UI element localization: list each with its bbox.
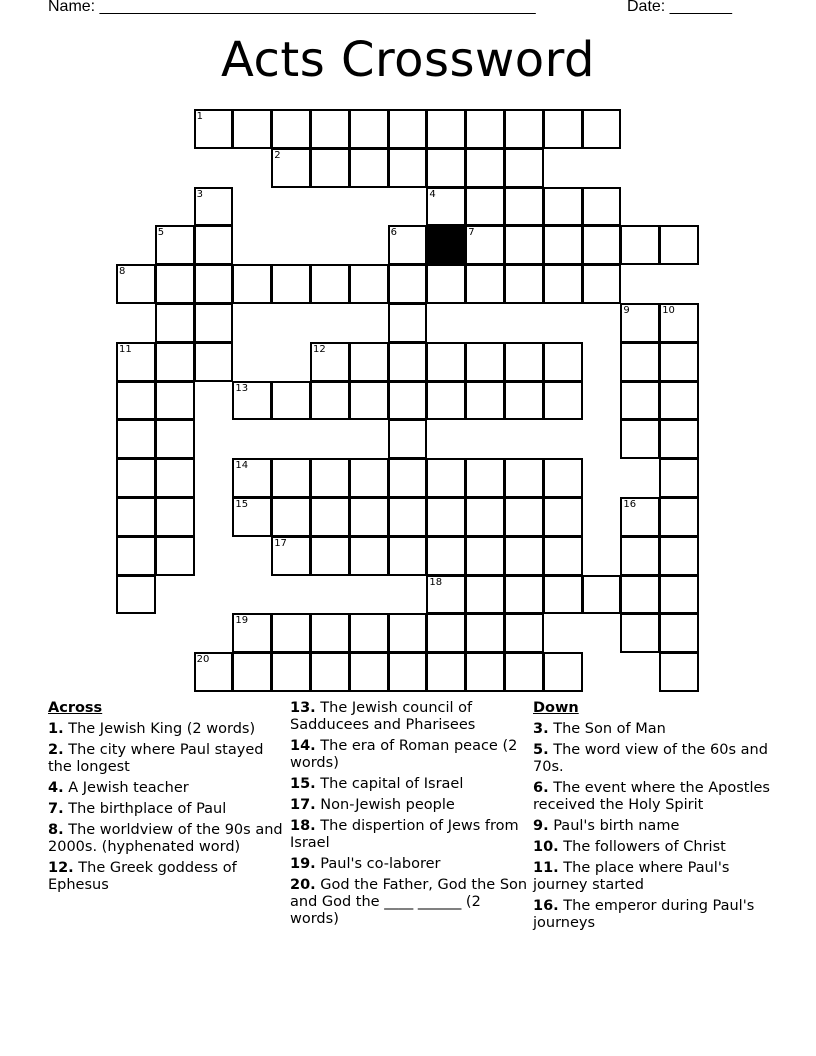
name-field[interactable] [48,0,536,16]
grid-cell[interactable] [543,575,583,615]
grid-cell[interactable] [116,342,156,382]
grid-cell[interactable] [232,381,272,421]
grid-cell[interactable] [426,536,466,576]
grid-cell[interactable] [388,536,428,576]
date-label: Date: [627,0,666,15]
grid-cell[interactable] [659,342,699,382]
across-clues-column-1 [48,700,283,898]
grid-cell[interactable] [504,652,544,692]
clue-number: 17 [274,537,287,549]
grid-cell[interactable] [426,342,466,382]
grid-cell[interactable] [310,264,350,304]
grid-cell[interactable] [310,109,350,149]
grid-cell[interactable] [504,225,544,265]
clue-across-2: 2. The city where Paul stayed the longest [48,742,264,775]
grid-cell[interactable] [465,575,505,615]
grid-cell[interactable] [465,613,505,653]
grid-cell[interactable] [310,497,350,537]
clue-number: 6 [390,227,397,239]
grid-cell[interactable] [465,225,505,265]
black-square [426,225,466,265]
grid-cell[interactable] [116,536,156,576]
grid-cell[interactable] [194,303,234,343]
grid-cell[interactable] [232,109,272,149]
clue-across-17: 17. Non-Jewish people [290,797,455,813]
clue-across-7: 7. The birthplace of Paul [48,801,227,817]
grid-cell[interactable] [620,225,660,265]
grid-cell[interactable] [388,381,428,421]
grid-cell[interactable] [310,458,350,498]
grid-cell[interactable] [116,264,156,304]
across-clues-column-2 [290,700,530,932]
grid-cell[interactable] [388,419,428,459]
grid-cell[interactable] [349,613,389,653]
grid-cell[interactable] [543,109,583,149]
clue-number: 14 [235,460,249,472]
down-heading: Down [533,700,579,716]
grid-cell[interactable] [426,109,466,149]
grid-cell[interactable] [426,458,466,498]
name-label: Name: [48,0,96,15]
grid-cell[interactable] [426,575,466,615]
grid-cell[interactable] [388,342,428,382]
grid-cell[interactable] [388,613,428,653]
grid-cell[interactable] [271,148,311,188]
clue-down-16: 16. The emperor during Paul's journeys [533,898,755,931]
clue-across-15: 15. The capital of Israel [290,776,464,792]
grid-cell[interactable] [582,575,622,615]
clue-across-1: 1. The Jewish King (2 words) [48,721,256,737]
grid-cell[interactable] [116,381,156,421]
grid-cell[interactable] [426,613,466,653]
grid-cell[interactable] [659,536,699,576]
grid-cell[interactable] [543,342,583,382]
grid-cell[interactable] [388,303,428,343]
grid-cell[interactable] [155,342,195,382]
clue-across-4: 4. A Jewish teacher [48,780,189,796]
grid-cell[interactable] [349,458,389,498]
grid-cell[interactable] [620,536,660,576]
grid-cell[interactable] [426,652,466,692]
grid-cell[interactable] [620,497,660,537]
grid-cell[interactable] [543,652,583,692]
grid-cell[interactable] [582,187,622,227]
grid-cell[interactable] [659,575,699,615]
crossword-grid [117,110,699,692]
grid-cell[interactable] [543,458,583,498]
grid-cell[interactable] [504,575,544,615]
clue-across-18: 18. The dispertion of Jews from Israel [290,818,519,851]
grid-cell[interactable] [349,536,389,576]
grid-cell[interactable] [465,342,505,382]
grid-cell[interactable] [504,381,544,421]
grid-cell[interactable] [504,187,544,227]
clue-number: 13 [235,382,249,394]
grid-cell[interactable] [504,264,544,304]
grid-cell[interactable] [504,497,544,537]
grid-cell[interactable] [116,497,156,537]
grid-cell[interactable] [543,187,583,227]
grid-cell[interactable] [465,652,505,692]
grid-cell[interactable] [620,575,660,615]
grid-cell[interactable] [659,225,699,265]
grid-cell[interactable] [465,458,505,498]
grid-cell[interactable] [388,109,428,149]
clue-number: 19 [235,615,249,627]
grid-cell[interactable] [659,613,699,653]
grid-cell[interactable] [543,497,583,537]
grid-cell[interactable] [194,342,234,382]
grid-cell[interactable] [271,613,311,653]
grid-cell[interactable] [659,419,699,459]
grid-cell[interactable] [271,381,311,421]
grid-cell[interactable] [349,264,389,304]
grid-cell[interactable] [232,497,272,537]
grid-cell[interactable] [232,652,272,692]
grid-cell[interactable] [620,613,660,653]
clue-down-10: 10. The followers of Christ [533,839,726,855]
grid-cell[interactable] [465,381,505,421]
clue-number: 4 [429,188,436,200]
grid-cell[interactable] [659,458,699,498]
grid-cell[interactable] [543,536,583,576]
grid-cell[interactable] [271,497,311,537]
clue-number: 9 [623,305,630,316]
grid-cell[interactable] [155,497,195,537]
across-heading: Across [48,700,103,716]
date-field[interactable] [627,0,732,16]
grid-cell[interactable] [388,497,428,537]
grid-cell[interactable] [659,652,699,692]
grid-cell[interactable] [310,652,350,692]
grid-cell[interactable] [349,342,389,382]
grid-cell[interactable] [388,225,428,265]
grid-cell[interactable] [620,381,660,421]
grid-cell[interactable] [155,419,195,459]
page-title: Acts Crossword [220,32,596,88]
grid-cell[interactable] [155,458,195,498]
grid-cell[interactable] [426,148,466,188]
grid-cell[interactable] [426,187,466,227]
grid-cell[interactable] [271,536,311,576]
grid-cell[interactable] [543,225,583,265]
clue-number: 1 [196,111,203,122]
grid-cell[interactable] [388,264,428,304]
clue-number: 7 [468,227,475,239]
clue-number: 10 [662,305,675,316]
clue-across-19: 19. Paul's co-laborer [290,856,441,872]
grid-cell[interactable] [349,497,389,537]
grid-cell[interactable] [504,536,544,576]
clue-down-11: 11. The place where Paul's journey started [533,860,730,893]
grid-cell[interactable] [388,148,428,188]
grid-cell[interactable] [426,264,466,304]
grid-cell[interactable] [349,109,389,149]
grid-cell[interactable] [388,458,428,498]
grid-cell[interactable] [116,419,156,459]
clue-number: 11 [119,343,132,355]
grid-cell[interactable] [349,381,389,421]
grid-cell[interactable] [155,264,195,304]
grid-cell[interactable] [194,109,234,149]
grid-cell[interactable] [155,225,195,265]
date-blank[interactable]: _______ [669,0,732,15]
grid-cell[interactable] [543,264,583,304]
grid-cell[interactable] [194,264,234,304]
grid-cell[interactable] [465,536,505,576]
grid-cell[interactable] [504,342,544,382]
grid-cell[interactable] [310,342,350,382]
grid-cell[interactable] [271,109,311,149]
clue-number: 18 [429,576,443,588]
clue-number: 5 [157,227,165,239]
down-clues-column [533,700,773,936]
grid-cell[interactable] [349,652,389,692]
grid-cell[interactable] [620,419,660,459]
grid-cell[interactable] [232,264,272,304]
clue-number: 16 [623,499,637,510]
grid-cell[interactable] [310,613,350,653]
grid-cell[interactable] [194,225,234,265]
clue-number: 8 [119,266,126,278]
grid-cell[interactable] [543,381,583,421]
grid-cell[interactable] [504,613,544,653]
grid-cell[interactable] [465,187,505,227]
grid-cell[interactable] [504,109,544,149]
grid-cell[interactable] [232,458,272,498]
grid-cell[interactable] [194,652,234,692]
clue-across-14: 14. The era of Roman peace (2 words) [290,738,518,771]
grid-cell[interactable] [116,458,156,498]
grid-cell[interactable] [659,303,699,343]
clue-down-6: 6. The event where the Apostles received the Holy Spirit [533,780,770,813]
grid-cell[interactable] [388,652,428,692]
grid-cell[interactable] [310,148,350,188]
grid-cell[interactable] [155,303,195,343]
grid-cell[interactable] [620,303,660,343]
grid-cell[interactable] [155,536,195,576]
grid-cell[interactable] [271,458,311,498]
clue-across-13: 13. The Jewish council of Sadducees and Pharisees [290,700,476,733]
clue-across-20: 20. God the Father, God the Son and God the ____ ______ (2 words) [290,877,528,927]
grid-cell[interactable] [659,381,699,421]
clue-across-12: 12. The Greek goddess of Ephesus [48,860,237,893]
clue-number: 3 [196,188,203,200]
grid-cell[interactable] [271,264,311,304]
grid-cell[interactable] [155,381,195,421]
grid-cell[interactable] [426,497,466,537]
grid-cell[interactable] [582,109,622,149]
grid-cell[interactable] [271,652,311,692]
clue-down-9: 9. Paul's birth name [533,818,680,834]
grid-cell[interactable] [426,381,466,421]
clue-number: 20 [196,654,210,666]
grid-cell[interactable] [232,613,272,653]
grid-cell[interactable] [116,575,156,615]
clue-number: 15 [235,499,249,510]
grid-cell[interactable] [349,148,389,188]
grid-cell[interactable] [504,458,544,498]
grid-cell[interactable] [465,497,505,537]
grid-cell[interactable] [504,148,544,188]
grid-cell[interactable] [194,187,234,227]
grid-cell[interactable] [582,264,622,304]
grid-cell[interactable] [310,536,350,576]
name-blank[interactable]: _________________________________________________ [99,0,536,15]
clue-down-3: 3. The Son of Man [533,721,666,737]
grid-cell[interactable] [465,264,505,304]
grid-cell[interactable] [659,497,699,537]
clue-down-5: 5. The word view of the 60s and 70s. [533,742,768,775]
clue-number: 2 [274,149,281,161]
clue-number: 12 [313,343,326,355]
grid-cell[interactable] [620,342,660,382]
clue-across-8: 8. The worldview of the 90s and 2000s. (hyphenated word) [48,822,283,855]
grid-cell[interactable] [465,109,505,149]
grid-cell[interactable] [465,148,505,188]
grid-cell[interactable] [582,225,622,265]
grid-cell[interactable] [310,381,350,421]
